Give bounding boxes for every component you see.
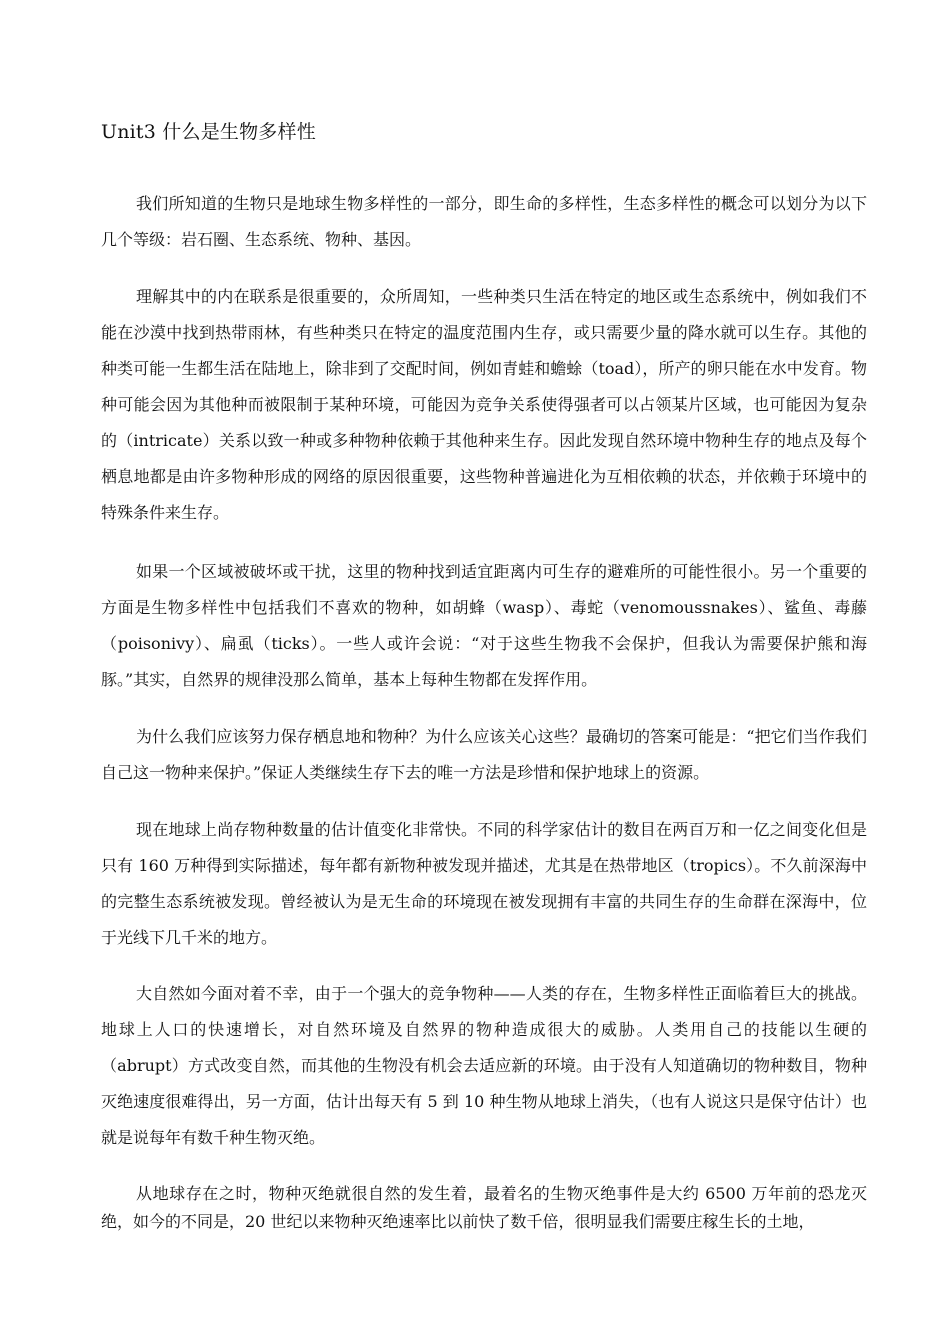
paragraph-6: 大自然如今面对着不幸，由于一个强大的竞争物种——人类的存在，生物多样性正面临着巨大的挑战。地球上人口的快速增长，对自然环境及自然界的物种造成很大的威胁。人类用自己的技能以生硬的（abrupt）方式改变自然，而其他的生物没有机会去适应新的环境。由于没有人知道确切的物种数目，物种灭绝速度很难得出，另一方面，估计出每天有 5 到 10 种生物从地球上消失，（也有人说这只是保守估计）也就是说每年有数千种生物灭绝。 (101, 984, 867, 1147)
paragraph-5: 现在地球上尚存物种数量的估计值变化非常快。不同的科学家估计的数目在两百万和一亿之间变化但是只有 160 万种得到实际描述，每年都有新物种被发现并描述，尤其是在热带地区（tropics）。不久前深海中的完整生态系统被发现。曾经被认为是无生命的环境现在被发现拥有丰富的共同生存的生命群在深海中，位于光线下几千米的地方。 (101, 820, 867, 947)
paragraph-1: 我们所知道的生物只是地球生物多样性的一部分，即生命的多样性，生态多样性的概念可以划分为以下几个等级：岩石圈、生态系统、物种、基因。 (101, 194, 867, 249)
paragraph-2: 理解其中的内在联系是很重要的，众所周知，一些种类只生活在特定的地区或生态系统中，例如我们不能在沙漠中找到热带雨林，有些种类只在特定的温度范围内生存，或只需要少量的降水就可以生存。其他的种类可能一生都生活在陆地上，除非到了交配时间，例如青蛙和蟾蜍（toad），所产的卵只能在水中发育。物种可能会因为其他种而被限制于某种环境，可能因为竞争关系使得强者可以占领某片区域，也可能因为复杂的（intricate）关系以致一种或多种物种依赖于其他种来生存。因此发现自然环境中物种生存的地点及每个栖息地都是由许多物种形成的网络的原因很重要，这些物种普遍进化为互相依赖的状态，并依赖于环境中的特殊条件来生存。 (101, 287, 867, 522)
paragraph-3: 如果一个区域被破坏或干扰，这里的物种找到适宜距离内可生存的避难所的可能性很小。另一个重要的方面是生物多样性中包括我们不喜欢的物种，如胡蜂（wasp）、毒蛇（venomoussnakes）、鲨鱼、毒藤（poisonivy）、扁虱（ticks）。一些人或许会说：“对于这些生物我不会保护，但我认为需要保护熊和海豚。”其实，自然界的规律没那么简单，基本上每种生物都在发挥作用。 (101, 562, 867, 689)
paragraph-7: 从地球存在之时，物种灭绝就很自然的发生着，最着名的生物灭绝事件是大约 6500 万年前的恐龙灭绝，如今的不同是，20 世纪以来物种灭绝速率比以前快了数千倍，很明显我们需要庄稼生长的土地， (101, 1184, 867, 1231)
paragraph-4: 为什么我们应该努力保存栖息地和物种？为什么应该关心这些？最确切的答案可能是：“把它们当作我们自己这一物种来保护。”保证人类继续生存下去的唯一方法是珍惜和保护地球上的资源。 (101, 727, 867, 782)
document-title: Unit3 什么是生物多样性 (101, 121, 316, 143)
